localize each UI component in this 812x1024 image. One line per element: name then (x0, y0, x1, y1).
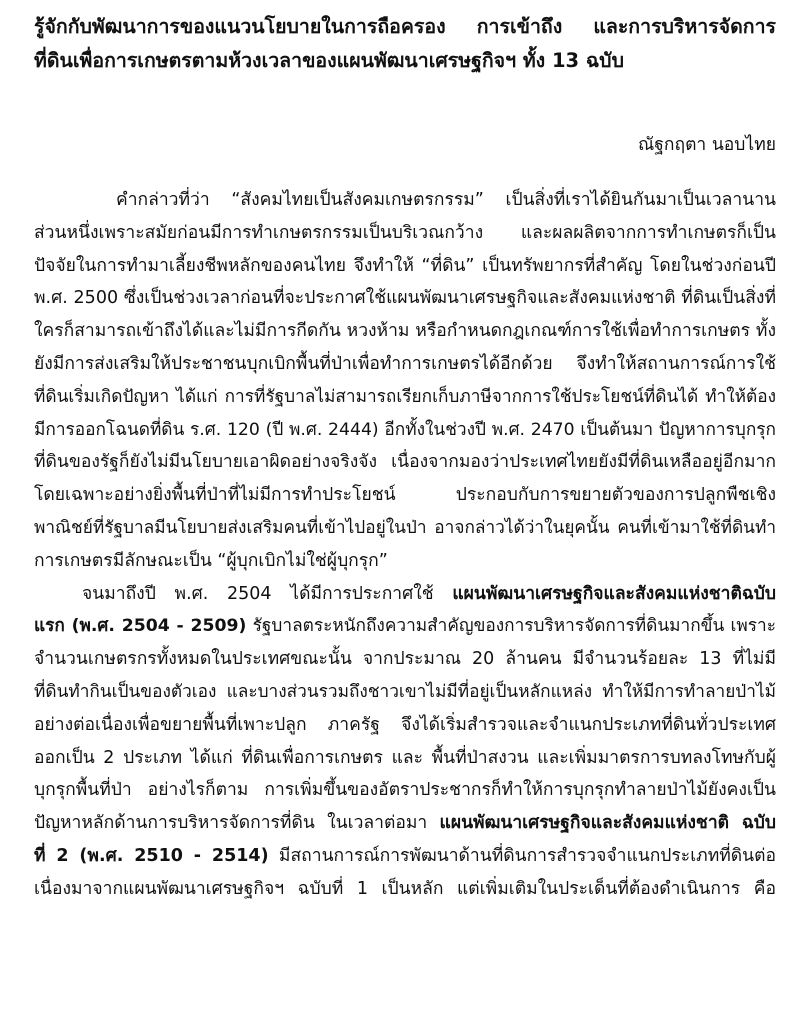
plain-text: มีสถานการณ์การพัฒนาด้านที่ดินการสำรวจจำแนกประเภทที่ดินต่อ (268, 845, 776, 866)
paragraph-line (34, 840, 776, 873)
paragraph-1 (34, 184, 776, 578)
paragraph-line: ที่ดินของรัฐก็ยังไม่มีนโยบายเอาผิดอย่างจริงจัง เนื่องจากมองว่าประเทศไทยยังมีที่ดินเหลืออยู่อีกมาก (34, 452, 776, 473)
paragraph-2 (34, 578, 776, 906)
author-name: ณัฐกฤตา นอบไทย (637, 135, 776, 155)
title-line-2: ที่ดินเพื่อการเกษตรตามห้วงเวลาของแผนพัฒนาเศรษฐกิจฯ ทั้ง 13 ฉบับ (34, 49, 624, 72)
document-title (34, 10, 776, 78)
bold-plan-name: แผนพัฒนาเศรษฐกิจและสังคมแห่งชาติฉบับ (452, 583, 776, 604)
paragraph-line: พ.ศ. 2500 ซึ่งเป็นช่วงเวลาก่อนที่จะประกาศใช้แผนพัฒนาเศรษฐกิจและสังคมแห่งชาติ ที่ดินเป็นสิ่งที่ (34, 288, 776, 309)
paragraph-line (34, 578, 776, 611)
paragraph-line: พาณิชย์ที่รัฐบาลมีนโยบายส่งเสริมคนที่เข้าไปอยู่ในป่า อาจกล่าวได้ว่าในยุคนั้น คนที่เข้ามาใช้ที่ดินทำ (34, 517, 776, 538)
paragraph-line: การเกษตรมีลักษณะเป็น “ผู้บุกเบิกไม่ใช่ผู้บุกรุก” (34, 550, 388, 571)
plain-text: ปัญหาหลักด้านการบริหารจัดการที่ดิน ในเวลาต่อมา (34, 813, 440, 834)
paragraph-line: เนื่องมาจากแผนพัฒนาเศรษฐกิจฯ ฉบับที่ 1 เป็นหลัก แต่เพิ่มเติมในประเด็นที่ต้องดำเนินการ คือ (34, 878, 776, 899)
paragraph-line: ส่วนหนึ่งเพราะสมัยก่อนมีการทำเกษตรกรรมเป็นบริเวณกว้าง และผลผลิตจากการทำเกษตรก็เป็น (34, 222, 776, 243)
paragraph-line (34, 610, 776, 643)
paragraph-line: ที่ดินเริ่มเกิดปัญหา ได้แก่ การที่รัฐบาลไม่สามารถเรียกเก็บภาษีจากการใช้ประโยชน์ที่ดินได้ ทำให้ต้อง (34, 386, 776, 407)
paragraph-line: ใครก็สามารถเข้าถึงได้และไม่มีการกีดกัน หวงห้าม หรือกำหนดกฎเกณฑ์การใช้เพื่อทำการเกษตร ทั้ง (34, 321, 776, 342)
paragraph-line: อย่างต่อเนื่องเพื่อขยายพื้นที่เพาะปลูก ภาครัฐ จึงได้เริ่มสำรวจและจำแนกประเภทที่ดินทั่วประเทศ (34, 714, 776, 735)
paragraph-line: ออกเป็น 2 ประเภท ได้แก่ ที่ดินเพื่อการเกษตร และ พื้นที่ป่าสงวน และเพิ่มมาตรการบทลงโทษกับผู้ (34, 747, 776, 768)
paragraph-line: มีการออกโฉนดที่ดิน ร.ศ. 120 (ปี พ.ศ. 2444) อีกทั้งในช่วงปี พ.ศ. 2470 เป็นต้นมา ปัญหาการบุกรุก (34, 419, 776, 440)
title-line-1: รู้จักกับพัฒนาการของแนวนโยบายในการถือครอง การเข้าถึง และการบริหารจัดการ (34, 15, 776, 38)
paragraph-line: ยังมีการส่งเสริมให้ประชาชนบุกเบิกพื้นที่ป่าเพื่อทำการเกษตรได้อีกด้วย จึงทำให้สถานการณ์การใช้ (34, 353, 776, 374)
bold-plan-name: แผนพัฒนาเศรษฐกิจและสังคมแห่งชาติ ฉบับ (439, 813, 776, 834)
paragraph-line: ปัจจัยในการทำมาเลี้ยงชีพหลักของคนไทย จึงทำให้ “ที่ดิน” เป็นทรัพยากรที่สำคัญ โดยในช่วงก่อนปี (34, 255, 776, 276)
paragraph-line: ที่ดินทำกินเป็นของตัวเอง และบางส่วนรวมถึงชาวเขาไม่มีที่อยู่เป็นหลักแหล่ง ทำให้มีการทำลายป่าไม้ (34, 681, 776, 702)
bold-plan-name: ที่ 2 (พ.ศ. 2510 - 2514) (34, 845, 269, 866)
paragraph-line: โดยเฉพาะอย่างยิ่งพื้นที่ป่าที่ไม่มีการทำประโยชน์ ประกอบกับการขยายตัวของการปลูกพืชเชิง (34, 485, 776, 506)
paragraph-line: คำกล่าวที่ว่า “สังคมไทยเป็นสังคมเกษตรกรรม” เป็นสิ่งที่เราได้ยินกันมาเป็นเวลานาน (116, 190, 776, 210)
paragraph-line: บุกรุกพื้นที่ป่า อย่างไรก็ตาม การเพิ่มขึ้นของอัตราประชากรก็ทำให้การบุกรุกทำลายป่าไม้ยังคงเป็น (34, 780, 776, 801)
paragraph-line: จำนวนเกษตรกรทั้งหมดในประเทศขณะนั้น จากประมาณ 20 ล้านคน มีจำนวนร้อยละ 13 ที่ไม่มี (34, 649, 776, 670)
plain-text: จนมาถึงปี พ.ศ. 2504 ได้มีการประกาศใช้ (82, 583, 453, 604)
plain-text: รัฐบาลตระหนักถึงความสำคัญของการบริหารจัดการที่ดินมากขึ้น เพราะ (246, 616, 776, 637)
bold-plan-name: แรก (พ.ศ. 2504 - 2509) (34, 616, 247, 637)
paragraph-line (34, 807, 776, 840)
